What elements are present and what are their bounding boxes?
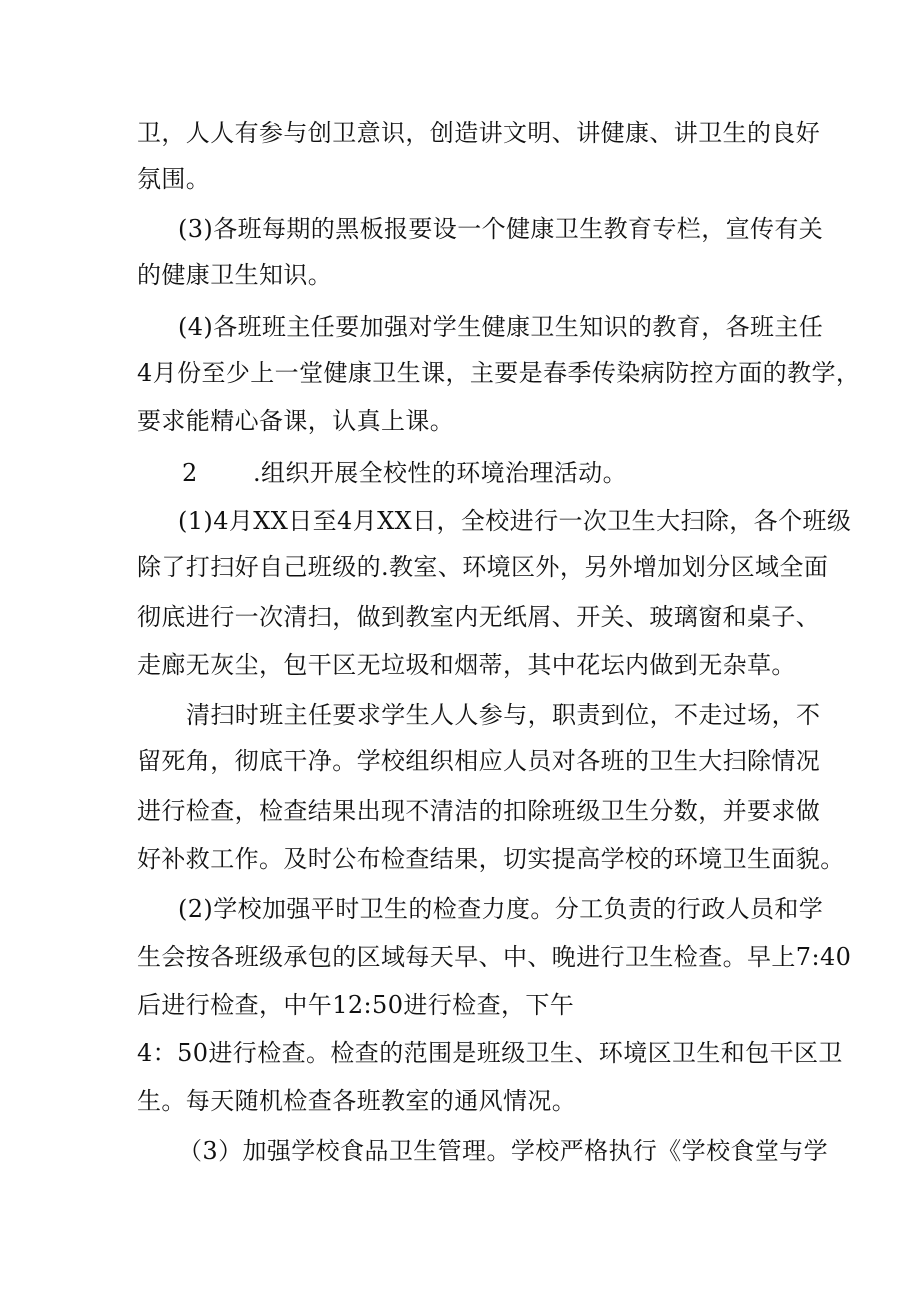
text-line: (2)学校加强平时卫生的检查力度。分工负责的行政人员和学 xyxy=(178,895,824,923)
text-line: （3）加强学校食品卫生管理。学校严格执行《学校食堂与学 xyxy=(178,1137,829,1165)
text-line: (1)4月XX日至4月XX日，全校进行一次卫生大扫除，各个班级 xyxy=(178,507,852,535)
text-line: 除了打扫好自己班级的.教室、环境区外，另外增加划分区域全面 xyxy=(137,553,829,581)
text-line: 清扫时班主任要求学生人人参与，职责到位，不走过场，不 xyxy=(186,701,821,729)
text-line: 要求能精心备课，认真上课。 xyxy=(137,407,455,435)
text-line: 的健康卫生知识。 xyxy=(137,261,333,289)
section-heading: .组织开展全校性的环境治理活动。 xyxy=(253,459,628,487)
text-line: 生。每天随机检查各班教室的通风情况。 xyxy=(137,1087,577,1115)
section-number: 2 xyxy=(182,459,198,487)
text-line: 4月份至少上一堂健康卫生课，主要是春季传染病防控方面的教学， xyxy=(137,359,861,387)
text-line: 彻底进行一次清扫，做到教室内无纸屑、开关、玻璃窗和桌子、 xyxy=(137,603,821,631)
text-line: 走廊无灰尘，包干区无垃圾和烟蒂，其中花坛内做到无杂草。 xyxy=(137,651,796,679)
text-line: (3)各班每期的黑板报要设一个健康卫生教育专栏，宣传有关 xyxy=(178,215,824,243)
text-line: 卫，人人有参与创卫意识，创造讲文明、讲健康、讲卫生的良好 xyxy=(137,119,821,147)
text-line: (4)各班班主任要加强对学生健康卫生知识的教育，各班主任 xyxy=(178,313,824,341)
text-line: 生会按各班级承包的区域每天早、中、晚进行卫生检查。早上7:40 xyxy=(137,943,852,971)
text-line: 好补救工作。及时公布检查结果，切实提高学校的环境卫生面貌。 xyxy=(137,845,845,873)
text-line: 进行检查，检查结果出现不清洁的扣除班级卫生分数，并要求做 xyxy=(137,797,821,825)
text-line: 氛围。 xyxy=(137,165,211,193)
text-line: 留死角，彻底干净。学校组织相应人员对各班的卫生大扫除情况 xyxy=(137,747,821,775)
text-line: 4：50进行检查。检查的范围是班级卫生、环境区卫生和包干区卫 xyxy=(137,1039,843,1067)
text-line: 后进行检查，中午12:50进行检查，下午 xyxy=(137,991,575,1019)
